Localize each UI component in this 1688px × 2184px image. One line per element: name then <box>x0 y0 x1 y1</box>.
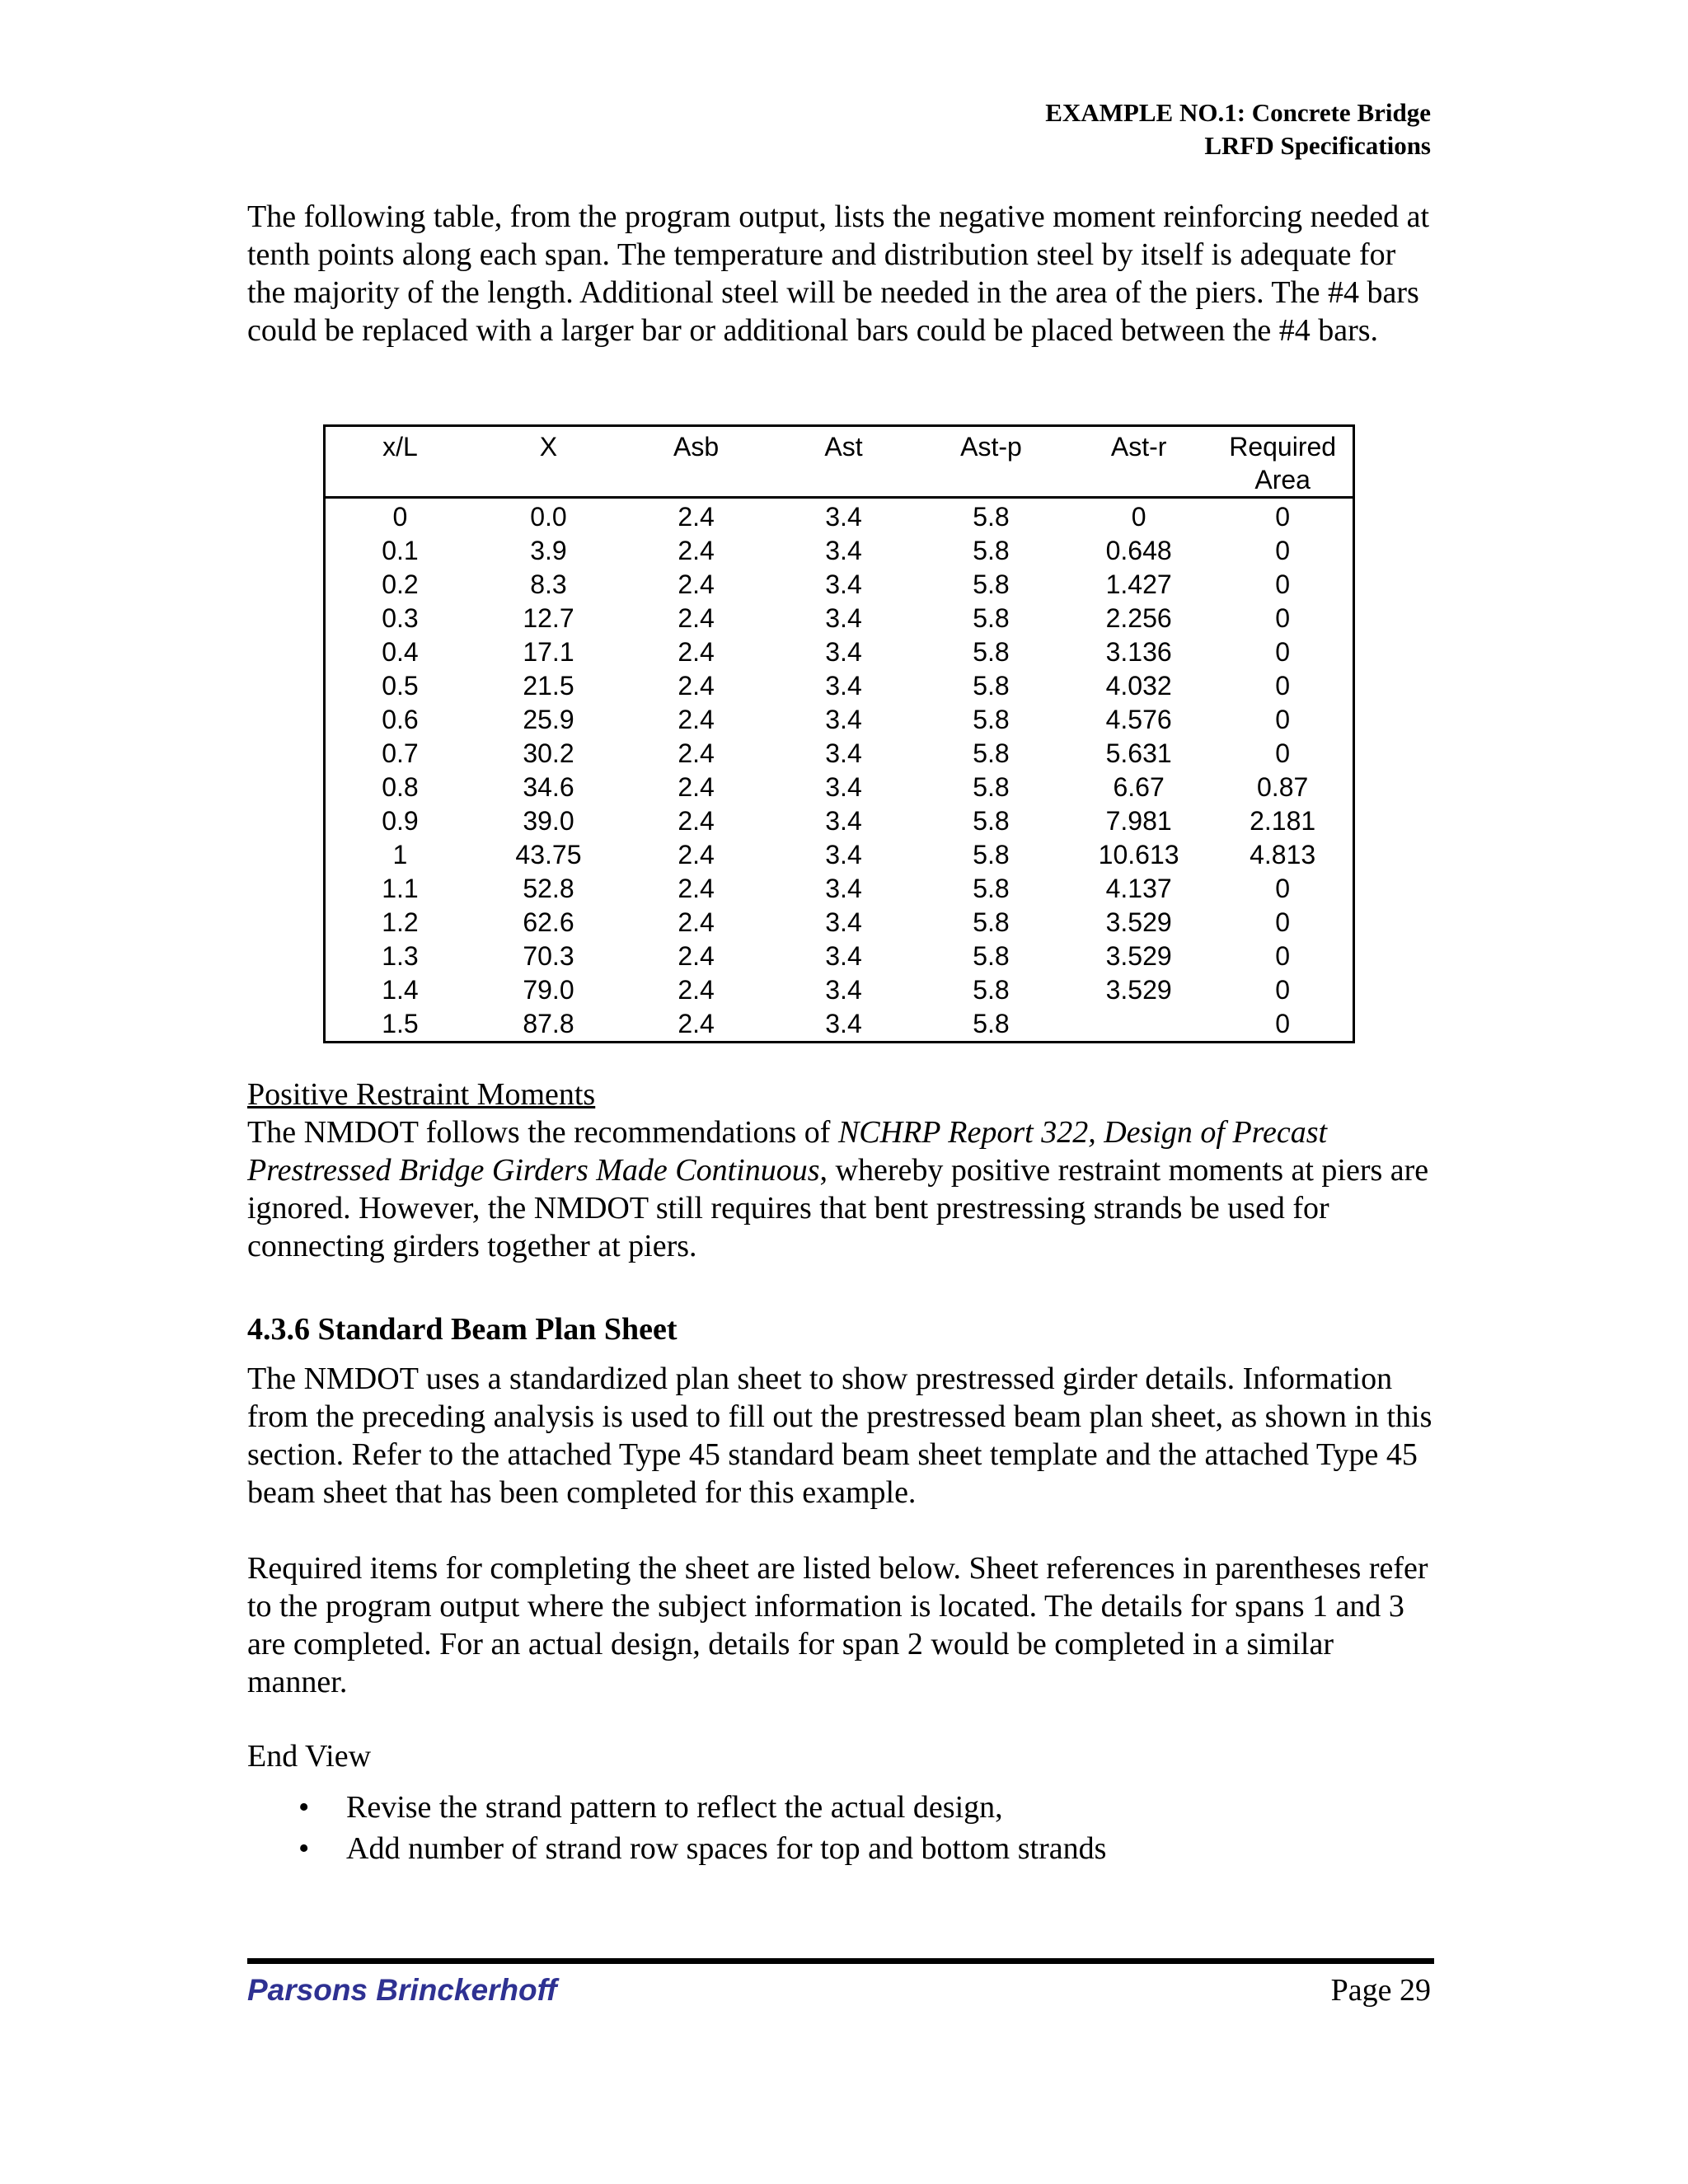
table-cell: 1.5 <box>382 1009 419 1038</box>
table-cell: 2.4 <box>678 502 715 532</box>
paragraph-text: , whereby positive restraint moments at piers are ignored. However, the NMDOT still requires that bent prestressing strands be used for connecting girders together at piers. <box>247 1153 1429 1263</box>
intro-paragraph: The following table, from the program output, lists the negative moment reinforcing needed at tenth points along each span. The temperature and distribution steel by itself is adequate for the majority of the length. Additional steel will be needed in the area of the piers. The #4 bars could be replaced with a larger bar or additional bars could be placed between the #4 bars. <box>247 199 1430 348</box>
section-heading: 4.3.6 Standard Beam Plan Sheet <box>247 1312 678 1347</box>
table-cell: 3.4 <box>825 569 862 599</box>
table-cell: 43.75 <box>515 840 582 869</box>
table-cell: 17.1 <box>523 637 574 667</box>
table-cell: 87.8 <box>523 1009 574 1038</box>
table-cell: 0 <box>1275 941 1291 971</box>
table-cell: 5.631 <box>1105 738 1172 768</box>
table-cell: 10.613 <box>1098 840 1179 869</box>
table-cell: 79.0 <box>523 975 574 1005</box>
table-cell: 0 <box>1275 536 1291 565</box>
table-cell: 3.4 <box>825 502 862 532</box>
table-row <box>325 703 1354 737</box>
section-paragraph-2: Required items for completing the sheet are listed below. Sheet references in parentheses refer to the program output where the subject information is located. The details for spans 1 and 3 are completed. For an actual design, details for span 2 would be completed in a similar manner. <box>247 1551 1428 1699</box>
table-body <box>325 498 1354 1043</box>
table-cell: 0 <box>1275 502 1291 532</box>
table-cell: 5.8 <box>973 874 1010 903</box>
report-title: NCHRP Report 322, Design of Precast Prestressed Bridge Girders Made Continuous <box>247 1115 1328 1188</box>
table-cell: 5.8 <box>973 840 1010 869</box>
table-header-row <box>325 426 1354 498</box>
table-cell: 3.4 <box>825 941 862 971</box>
table-cell: 3.4 <box>825 603 862 633</box>
table-cell: 3.4 <box>825 637 862 667</box>
list-item-text: Revise the strand pattern to reflect the actual design, <box>346 1790 1003 1825</box>
table-cell: 1 <box>392 840 408 869</box>
column-header: Ast-p <box>917 426 1065 498</box>
table-cell: 0 <box>1275 738 1291 768</box>
table-row <box>325 973 1354 1007</box>
table-cell: 5.8 <box>973 738 1010 768</box>
table-cell: 4.813 <box>1250 840 1316 869</box>
table-row <box>325 906 1354 940</box>
table-cell: 2.4 <box>678 772 715 802</box>
table-cell: 3.529 <box>1105 907 1172 937</box>
table-cell: 2.4 <box>678 603 715 633</box>
table-cell: 0 <box>1275 671 1291 701</box>
table-cell: 3.136 <box>1105 637 1172 667</box>
reinforcing-table <box>323 424 1355 1043</box>
bullet-icon: • <box>298 1831 310 1866</box>
table-cell: 2.4 <box>678 1009 715 1038</box>
table-cell: 0 <box>392 502 408 532</box>
column-header: Required Area <box>1212 426 1353 498</box>
table-cell: 1.427 <box>1105 569 1172 599</box>
table-cell: 2.4 <box>678 975 715 1005</box>
table-cell: 1.1 <box>382 874 419 903</box>
table-cell: 1.4 <box>382 975 419 1005</box>
table-row <box>325 498 1354 535</box>
table-cell: 5.8 <box>973 1009 1010 1038</box>
table-cell: 5.8 <box>973 975 1010 1005</box>
table-cell: 39.0 <box>523 806 574 836</box>
list-item <box>247 1828 1106 1869</box>
table-cell: 3.4 <box>825 975 862 1005</box>
table-cell: 0 <box>1275 705 1291 734</box>
table-cell: 0.4 <box>382 637 419 667</box>
table-cell: 21.5 <box>523 671 574 701</box>
table-cell: 3.9 <box>530 536 567 565</box>
table-row <box>325 804 1354 838</box>
table-cell: 3.4 <box>825 671 862 701</box>
table-cell: 0.8 <box>382 772 419 802</box>
table-cell: 5.8 <box>973 637 1010 667</box>
table-cell: 52.8 <box>523 874 574 903</box>
table-cell: 5.8 <box>973 907 1010 937</box>
bullet-icon: • <box>298 1790 310 1825</box>
table-cell: 34.6 <box>523 772 574 802</box>
table-row <box>325 534 1354 568</box>
column-header: X <box>475 426 622 498</box>
table-cell: 30.2 <box>523 738 574 768</box>
column-header: Ast <box>770 426 917 498</box>
table-cell: 1.2 <box>382 907 419 937</box>
table-cell: 62.6 <box>523 907 574 937</box>
footer-divider <box>247 1958 1434 1964</box>
table-cell: 0.87 <box>1257 772 1309 802</box>
table-cell: 5.8 <box>973 671 1010 701</box>
table-cell: 5.8 <box>973 705 1010 734</box>
table-cell: 0 <box>1275 637 1291 667</box>
table-cell <box>1065 1007 1212 1043</box>
list-item-text: Add number of strand row spaces for top and bottom strands <box>346 1831 1107 1866</box>
table-row <box>325 669 1354 703</box>
table-cell: 25.9 <box>523 705 574 734</box>
table-cell: 5.8 <box>973 941 1010 971</box>
table-row <box>325 635 1354 669</box>
table-cell: 5.8 <box>973 536 1010 565</box>
table-cell: 0 <box>1275 907 1291 937</box>
column-header: Ast-r <box>1065 426 1212 498</box>
table-cell: 0 <box>1275 874 1291 903</box>
table-cell: 0 <box>1275 975 1291 1005</box>
table-cell: 2.4 <box>678 705 715 734</box>
table-cell: 5.8 <box>973 569 1010 599</box>
table-cell: 2.4 <box>678 536 715 565</box>
table-cell: 3.4 <box>825 772 862 802</box>
table-cell: 3.4 <box>825 1009 862 1038</box>
list-item <box>247 1787 1106 1828</box>
table-cell: 3.4 <box>825 874 862 903</box>
table-cell: 3.4 <box>825 738 862 768</box>
positive-restraint-subheading: Positive Restraint Moments <box>247 1077 596 1112</box>
table-row <box>325 1007 1354 1043</box>
table-row <box>325 872 1354 906</box>
table-cell: 4.032 <box>1105 671 1172 701</box>
section-paragraph-1: The NMDOT uses a standardized plan sheet to show prestressed girder details. Information from the preceding analysis is used to fill out the prestressed beam plan sheet, as shown in this section. Refer to the attached Type 45 standard beam sheet template and the attached Type 45 beam sheet that has been completed for this example. <box>247 1361 1432 1510</box>
footer-company: Parsons Brinckerhoff <box>247 1973 557 2007</box>
table-cell: 0.648 <box>1105 536 1172 565</box>
table-cell: 3.4 <box>825 705 862 734</box>
table-cell: 2.4 <box>678 907 715 937</box>
table-cell: 2.4 <box>678 941 715 971</box>
table-cell: 5.8 <box>973 772 1010 802</box>
table-cell: 6.67 <box>1113 772 1165 802</box>
table-row <box>325 737 1354 771</box>
table-cell: 4.576 <box>1105 705 1172 734</box>
table-cell: 0.2 <box>382 569 419 599</box>
end-view-label: End View <box>247 1739 372 1774</box>
table-cell: 5.8 <box>973 603 1010 633</box>
table-cell: 2.4 <box>678 874 715 903</box>
table-cell: 0.6 <box>382 705 419 734</box>
table-cell: 2.256 <box>1105 603 1172 633</box>
table-cell: 2.181 <box>1250 806 1316 836</box>
table-cell: 12.7 <box>523 603 574 633</box>
table-cell: 3.4 <box>825 907 862 937</box>
table-cell: 3.529 <box>1105 975 1172 1005</box>
end-view-list <box>247 1787 1106 1869</box>
table-row <box>325 602 1354 635</box>
table-cell: 1.3 <box>382 941 419 971</box>
table-cell: 0 <box>1275 569 1291 599</box>
table-cell: 5.8 <box>973 806 1010 836</box>
table-cell: 4.137 <box>1105 874 1172 903</box>
table-cell: 0 <box>1275 603 1291 633</box>
positive-restraint-paragraph <box>247 1113 1434 1265</box>
table-cell: 0.0 <box>530 502 567 532</box>
table-cell: 5.8 <box>973 502 1010 532</box>
table-cell: 2.4 <box>678 806 715 836</box>
table-cell: 2.4 <box>678 569 715 599</box>
table-row <box>325 838 1354 872</box>
table-cell: 70.3 <box>523 941 574 971</box>
table-cell: 2.4 <box>678 738 715 768</box>
table-cell: 3.4 <box>825 536 862 565</box>
table-cell: 0.3 <box>382 603 419 633</box>
table-cell: 7.981 <box>1105 806 1172 836</box>
table-cell: 3.4 <box>825 806 862 836</box>
table-cell: 0 <box>1275 1009 1291 1038</box>
table-cell: 2.4 <box>678 840 715 869</box>
table-cell: 3.4 <box>825 840 862 869</box>
table-row <box>325 771 1354 804</box>
table-row <box>325 940 1354 973</box>
column-header: Asb <box>622 426 770 498</box>
table-cell: 8.3 <box>530 569 567 599</box>
table-cell: 2.4 <box>678 671 715 701</box>
header-title: EXAMPLE NO.1: Concrete Bridge <box>1045 98 1431 127</box>
column-header: x/L <box>325 426 475 498</box>
table-cell: 0.1 <box>382 536 419 565</box>
table-cell: 0.7 <box>382 738 419 768</box>
table-cell: 2.4 <box>678 637 715 667</box>
table-row <box>325 568 1354 602</box>
table-cell: 0.5 <box>382 671 419 701</box>
page-header <box>1045 96 1431 162</box>
table-cell: 0 <box>1131 502 1146 532</box>
page-number: Page 29 <box>1330 1973 1431 2008</box>
table-cell: 3.529 <box>1105 941 1172 971</box>
paragraph-text: The NMDOT follows the recommendations of <box>247 1115 838 1150</box>
header-subtitle: LRFD Specifications <box>1204 131 1431 160</box>
table-cell: 0.9 <box>382 806 419 836</box>
